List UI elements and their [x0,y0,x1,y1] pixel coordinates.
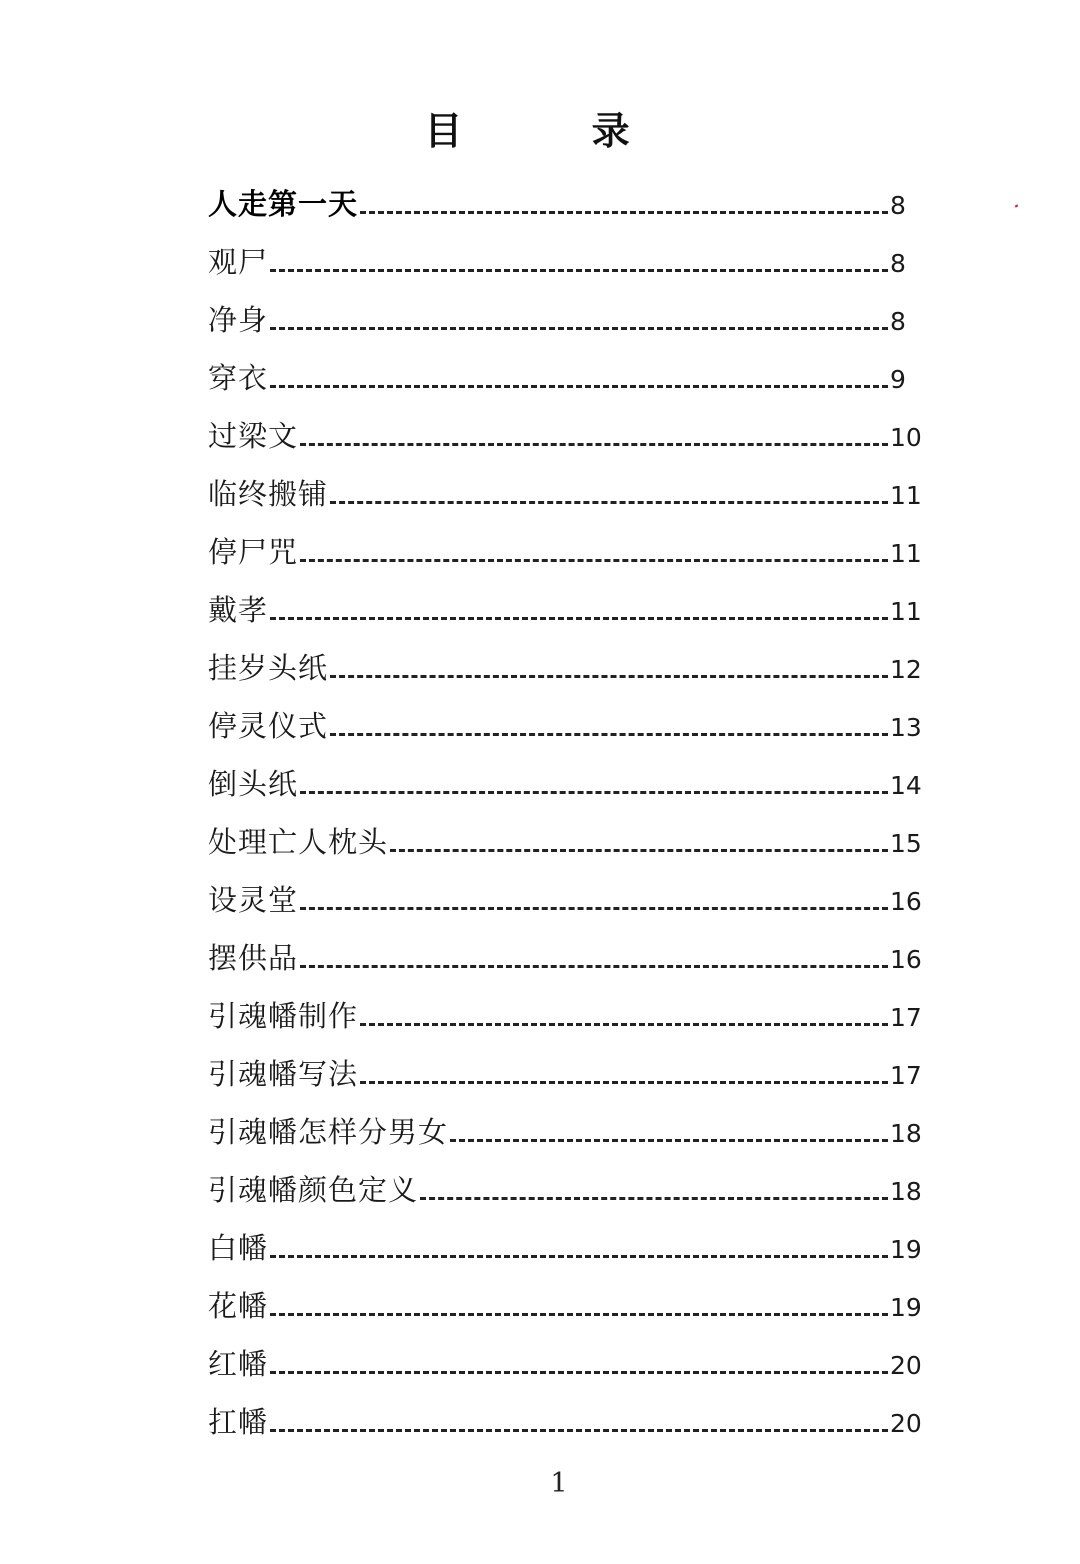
toc-leader [300,559,888,562]
toc-entry-label: 花幡 [208,1289,269,1323]
toc-entry[interactable] [208,520,928,578]
toc-entry-page: 8 [890,191,906,220]
toc-entry-label: 处理亡人枕头 [208,825,389,859]
toc-leader [330,733,888,736]
toc-entry-label: 引魂幡颜色定义 [208,1173,419,1207]
toc-leader [270,269,888,272]
toc-leader [270,1313,888,1316]
toc-leader [270,327,888,330]
toc-entry-page: 14 [890,771,922,800]
toc-entry[interactable] [208,1158,928,1216]
toc-leader [360,211,888,214]
toc-entry[interactable] [208,1332,928,1390]
toc-entry-page: 9 [890,365,906,394]
toc-entry-page: 19 [890,1235,922,1264]
toc-entry-label: 临终搬铺 [208,477,329,511]
toc-entry-label: 红幡 [208,1347,269,1381]
page-number: 1 [550,1468,568,1499]
toc-entry-label: 扛幡 [208,1405,269,1439]
toc-leader [360,1081,888,1084]
toc-entry[interactable] [208,578,928,636]
toc-entry[interactable] [208,172,928,230]
toc-entry-label: 过梁文 [208,419,299,453]
toc-entry-page: 19 [890,1293,922,1322]
toc-entry-label: 摆供品 [208,941,299,975]
toc-entry-page: 8 [890,307,906,336]
page-title: 目 录 [424,109,688,153]
toc-entry-label: 设灵堂 [208,883,299,917]
toc-leader [300,907,888,910]
toc-leader [450,1139,888,1142]
toc-leader [330,501,888,504]
toc-entry-label: 戴孝 [208,593,269,627]
toc-entry-page: 16 [890,945,922,974]
toc-entry-label: 引魂幡写法 [208,1057,359,1091]
toc-leader [300,791,888,794]
toc-entry-page: 11 [890,597,922,626]
toc-entry-page: 12 [890,655,922,684]
toc-entry[interactable] [208,752,928,810]
toc-entry-page: 20 [890,1351,922,1380]
toc-entry[interactable] [208,1042,928,1100]
toc-entry[interactable] [208,926,928,984]
toc-entry-label: 停尸咒 [208,535,299,569]
toc-entry-label: 白幡 [208,1231,269,1265]
toc-entry[interactable] [208,404,928,462]
toc-entry-label: 挂岁头纸 [208,651,329,685]
toc-entry-page: 8 [890,249,906,278]
toc-entry[interactable] [208,1390,928,1448]
toc-leader [330,675,888,678]
toc-entry[interactable] [208,810,928,868]
toc-entry[interactable] [208,636,928,694]
toc-entry-label: 倒头纸 [208,767,299,801]
toc-entry-label: 观尸 [208,245,269,279]
toc-entry[interactable] [208,694,928,752]
toc-entry[interactable] [208,1216,928,1274]
toc-entry-label: 引魂幡制作 [208,999,359,1033]
toc-entry[interactable] [208,984,928,1042]
toc-entry[interactable] [208,230,928,288]
toc-entry-label: 净身 [208,303,269,337]
toc-entry-page: 20 [890,1409,922,1438]
toc-leader [360,1023,888,1026]
toc-entry-label: 停灵仪式 [208,709,329,743]
toc-leader [300,443,888,446]
toc-leader [270,385,888,388]
toc-entry[interactable] [208,346,928,404]
toc-entry-label: 人走第一天 [208,187,359,221]
toc-leader [270,1429,888,1432]
toc-leader [420,1197,888,1200]
toc-entry[interactable] [208,1274,928,1332]
toc-entry[interactable] [208,1100,928,1158]
toc-entry-page: 13 [890,713,922,742]
toc-entry-page: 17 [890,1003,922,1032]
toc-entry-page: 11 [890,481,922,510]
scan-speck [1015,204,1019,207]
toc-leader [270,1255,888,1258]
toc-leader [390,849,888,852]
toc-entry[interactable] [208,288,928,346]
toc-entry-page: 15 [890,829,922,858]
toc-entry-label: 引魂幡怎样分男女 [208,1115,449,1149]
toc-entry[interactable] [208,462,928,520]
toc-entry-page: 18 [890,1119,922,1148]
toc-leader [300,965,888,968]
table-of-contents [208,172,928,1448]
toc-entry-page: 18 [890,1177,922,1206]
toc-entry[interactable] [208,868,928,926]
toc-leader [270,617,888,620]
toc-entry-label: 穿衣 [208,361,269,395]
toc-entry-page: 17 [890,1061,922,1090]
toc-entry-page: 11 [890,539,922,568]
toc-entry-page: 16 [890,887,922,916]
toc-leader [270,1371,888,1374]
toc-entry-page: 10 [890,423,922,452]
